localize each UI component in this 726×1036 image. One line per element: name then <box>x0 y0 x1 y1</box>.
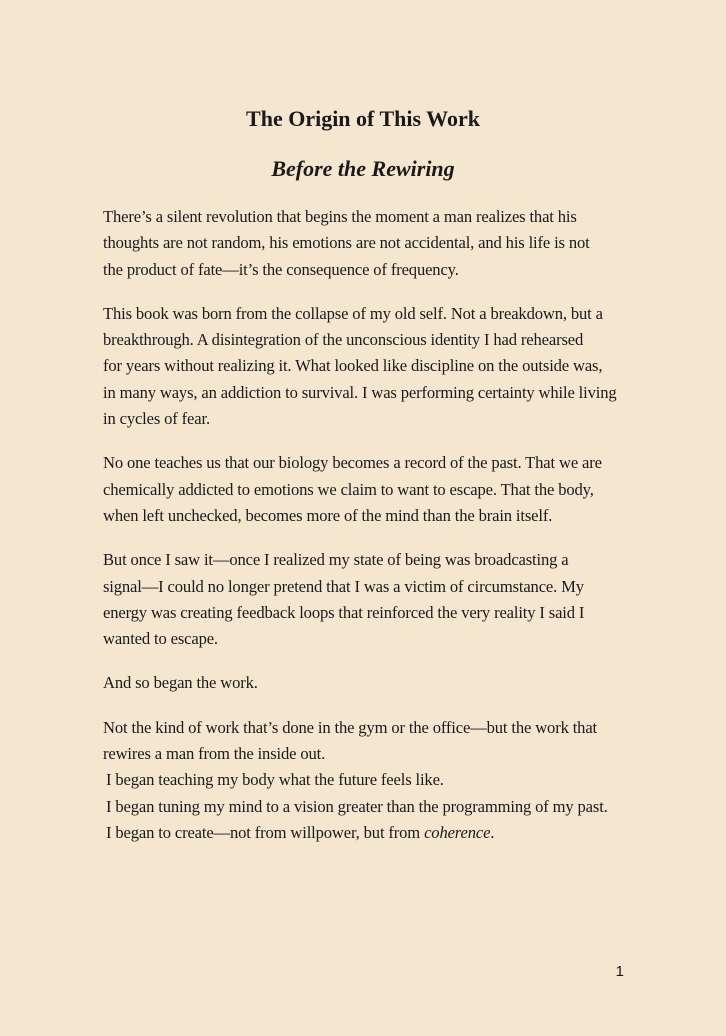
final-text-line <box>103 820 633 846</box>
paragraph-4 <box>103 547 633 652</box>
text-line: This book was born from the collapse of my old self. Not a breakdown, but a <box>103 303 603 323</box>
text-line: I began teaching my body what the future feels like. <box>106 770 444 790</box>
text-line: for years without realizing it. What looked like discipline on the outside was, <box>103 356 603 376</box>
text-line: the product of fate—it’s the consequence of frequency. <box>103 259 459 279</box>
paragraph-6 <box>103 715 633 846</box>
final-line-prefix: I began to create—not from willpower, but from <box>106 822 425 842</box>
final-line-suffix: . <box>490 822 495 842</box>
text-line: thoughts are not random, his emotions are not accidental, and his life is not <box>103 233 590 253</box>
text-line: No one teaches us that our biology becomes a record of the past. That we are <box>103 453 602 473</box>
text-line: wanted to escape. <box>103 629 218 649</box>
text-line: in cycles of fear. <box>103 409 210 429</box>
paragraph-1 <box>103 204 633 283</box>
text-line: breakthrough. A disintegration of the unconscious identity I had rehearsed <box>103 330 584 350</box>
text-line: when left unchecked, becomes more of the mind than the brain itself. <box>103 505 553 525</box>
page-subtitle: Before the Rewiring <box>271 156 455 181</box>
text-line: Not the kind of work that’s done in the gym or the office—but the work that <box>103 717 597 737</box>
text-line: I began tuning my mind to a vision greater than the programming of my past. <box>106 796 608 816</box>
text-line: energy was creating feedback loops that reinforced the very reality I said I <box>103 602 585 622</box>
page-number: 1 <box>615 963 624 980</box>
text-line: rewires a man from the inside out. <box>103 744 326 764</box>
text-line: There’s a silent revolution that begins the moment a man realizes that his <box>103 207 577 226</box>
text-line: in many ways, an addiction to survival. I was performing certainty while living <box>103 382 617 402</box>
text-line: chemically addicted to emotions we claim to want to escape. That the body, <box>103 479 594 499</box>
text-line: But once I saw it—once I realized my state of being was broadcasting a <box>103 550 569 570</box>
body-text <box>103 204 633 846</box>
page-title: The Origin of This Work <box>246 106 480 131</box>
text-line: And so began the work. <box>103 673 258 693</box>
paragraph-5 <box>103 670 633 696</box>
coherence-emphasis: coherence <box>424 822 491 842</box>
text-line: signal—I could no longer pretend that I was a victim of circumstance. My <box>103 576 584 596</box>
paragraph-2 <box>103 301 633 432</box>
paragraph-3 <box>103 450 633 529</box>
